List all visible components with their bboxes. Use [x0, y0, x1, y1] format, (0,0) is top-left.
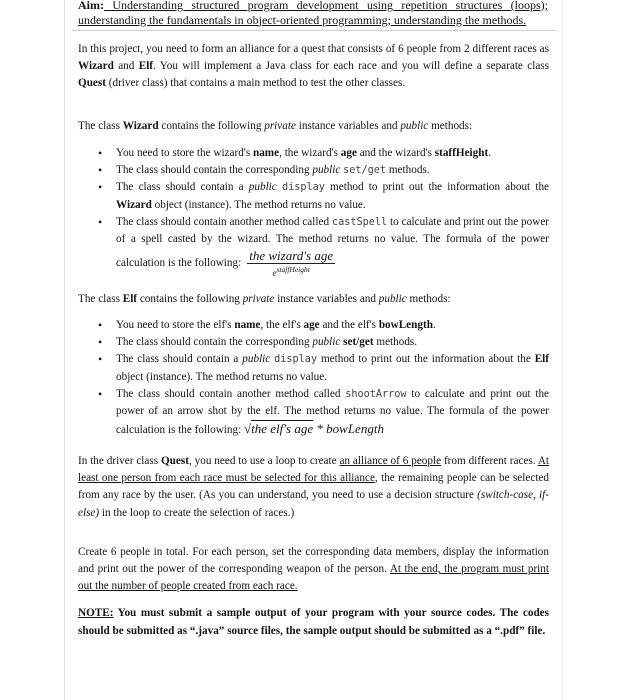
intro-text-4: (driver class) that contains a main method to test the other classes. [105, 77, 406, 90]
bullet-icon: • [98, 318, 103, 332]
wizard-b4-pre: The class should contain another method called [116, 215, 332, 228]
formula-denominator [247, 264, 335, 279]
driver-text-4: , the remaining people can be selected from any race by the user. (As you can understand, you need to use a decision structure [78, 472, 549, 502]
bullet-icon: • [98, 180, 103, 195]
elf-b3-mid: method to print out the information about the [317, 353, 535, 366]
elf-b3-code: display [274, 354, 318, 366]
elf-b1-mid: , the elf's [260, 319, 304, 331]
elf-b1-bow: bowLength [378, 319, 433, 331]
intro-text-2: and [113, 60, 139, 73]
wizard-b2-pre: The class should contain the corresponding [116, 164, 313, 177]
driver-italic: (switch-case, if-else) [78, 489, 549, 519]
driver-text-5: in the loop to create the selection of races.) [99, 506, 295, 519]
elf-b1-name: name [234, 319, 261, 331]
elf-bullet-4 [98, 386, 549, 440]
wizard-b3-code: display [281, 182, 325, 194]
wizard-b1-pre: You need to store the wizard's [116, 147, 253, 159]
wizard-b3-bold: Wizard [116, 198, 152, 211]
left-margin-shadow [64, 0, 65, 700]
intro-paragraph [78, 41, 549, 93]
elf-heading-mid2: instance variables and [274, 293, 379, 305]
wizard-b1-staff: staffHeight [434, 147, 489, 159]
elf-b1-mid2: and the elf's [319, 319, 379, 331]
elf-heading [78, 291, 549, 308]
wizard-class-name: Wizard [122, 120, 159, 132]
elf-b2-public: public [312, 336, 341, 349]
intro-text-3: . You will implement a Java class for each race and you will define a separate class [153, 60, 549, 73]
elf-b4-code: shootArrow [345, 388, 407, 400]
wizard-bullet-3 [98, 179, 549, 213]
formula-operator: * [316, 421, 323, 437]
aim-divider [72, 30, 556, 31]
driver-underline-1: an alliance of 6 people [339, 455, 442, 467]
intro-quest: Quest [78, 77, 106, 90]
wizard-heading-mid: contains the following [158, 120, 265, 132]
elf-heading-pre: The class [78, 293, 123, 305]
aim-label: Aim: [78, 0, 104, 12]
elf-class-name: Elf [122, 293, 138, 305]
wizard-b3-pre: The class should contain a [116, 181, 249, 194]
elf-b2-setget: set/get [343, 336, 374, 349]
intro-text-1: In this project, you need to form an alliance for a quest that consists of 6 people from 2 different races as [78, 43, 549, 55]
note-text: You must submit a sample output of your program with your source codes. The codes should be submitted as “.java” source files, the sample output should be submitted as a “.pdf” file. [78, 607, 549, 637]
wizard-bullet-list [98, 145, 549, 279]
wizard-public: public [400, 120, 429, 132]
driver-underline-2: At least one person from each race must be selected for this alliance [78, 455, 549, 485]
aim-text: Understanding structured program development using repetition structures (loops); understanding the fundamentals in object-oriented programming; understanding the methods. [78, 0, 548, 27]
wizard-bullet-1 [98, 145, 549, 162]
submission-note [78, 604, 549, 640]
wizard-b1-mid2: and the wizard's [356, 147, 435, 159]
note-label: NOTE: [78, 607, 114, 619]
create-underline: At the end, the program must print out the number of people created from each race. [78, 563, 549, 593]
bullet-icon: • [98, 163, 103, 178]
driver-paragraph [78, 453, 549, 522]
bullet-icon: • [98, 386, 103, 401]
create-paragraph [78, 544, 549, 596]
elf-b4-mid: to calculate and print out the power of an arrow shot by the elf. The method returns no value. The formula of the power calculation is the following: [116, 387, 550, 437]
elf-b1-end: . [432, 319, 436, 331]
bullet-icon: • [98, 214, 103, 229]
wizard-b3-end: object (instance). The method returns no value. [151, 198, 366, 211]
elf-bullet-3 [98, 351, 549, 385]
wizard-b3-public: public [248, 181, 277, 194]
elf-bullet-2 [98, 334, 549, 351]
create-text-1: Create 6 people in total. For each person, set the corresponding data members, display the information and print out the power of the corresponding weapon of the person. [78, 546, 549, 576]
intro-wizard: Wizard [78, 60, 114, 73]
elf-heading-mid: contains the following [137, 293, 243, 305]
intro-elf: Elf [138, 60, 154, 73]
elf-b3-pre: The class should contain a [116, 353, 243, 366]
elf-b1-pre: You need to store the elf's [116, 319, 235, 331]
wizard-b2-code: set/get [343, 165, 387, 177]
formula-base: e [272, 268, 277, 279]
wizard-b1-end: . [488, 147, 491, 159]
elf-public: public [378, 293, 407, 305]
driver-quest: Quest [160, 455, 189, 467]
wizard-b1-mid: , the wizard's [279, 147, 341, 159]
formula-numerator: the wizard's age [249, 248, 334, 264]
elf-b3-end: object (instance). The method returns no value. [116, 370, 328, 383]
elf-private: private [242, 293, 275, 305]
wizard-power-formula [247, 248, 335, 279]
wizard-heading-mid2: instance variables and [295, 120, 401, 132]
right-margin-shadow [562, 0, 563, 700]
elf-b4-pre: The class should contain another method called [116, 387, 346, 400]
wizard-heading [78, 118, 549, 135]
bullet-icon: • [98, 335, 103, 350]
elf-heading-end: methods: [406, 293, 451, 305]
wizard-bullet-4 [98, 214, 549, 279]
wizard-heading-end: methods: [428, 120, 473, 132]
wizard-b2-public: public [312, 164, 341, 177]
driver-text-3: from different races. [441, 455, 538, 467]
elf-power-formula: √the elf's age * bowLength [244, 421, 384, 437]
driver-text-2: , you need to use a loop to create [188, 455, 340, 467]
elf-bullet-1 [98, 317, 549, 334]
wizard-b4-mid: to calculate and print out the power of a spell casted by the wizard. The method returns no value. The formula of the power calculation is the following: [116, 215, 550, 270]
wizard-b3-mid: method to print out the information about the [324, 181, 550, 194]
elf-b2-pre: The class should contain the corresponding [116, 336, 313, 349]
elf-b1-age: age [303, 319, 320, 331]
driver-text-1: In the driver class [78, 455, 161, 467]
wizard-heading-pre: The class [78, 120, 123, 132]
wizard-b4-code: castSpell [331, 216, 388, 228]
elf-bullet-list [98, 317, 549, 439]
wizard-bullet-2 [98, 162, 549, 179]
elf-b3-bold: Elf [534, 353, 549, 366]
bullet-icon: • [98, 352, 103, 367]
wizard-b1-name: name [252, 147, 280, 159]
formula-radicand: the elf's age [251, 421, 314, 437]
formula-variable: bowLength [326, 421, 384, 437]
elf-b3-public: public [242, 353, 271, 366]
elf-b2-end: methods. [373, 336, 418, 349]
wizard-b1-age: age [340, 147, 357, 159]
formula-exponent: staffHeight [276, 265, 310, 275]
aim-statement [78, 0, 548, 27]
wizard-private: private [264, 120, 296, 132]
wizard-b2-end: methods. [386, 164, 430, 177]
bullet-icon: • [98, 146, 103, 160]
